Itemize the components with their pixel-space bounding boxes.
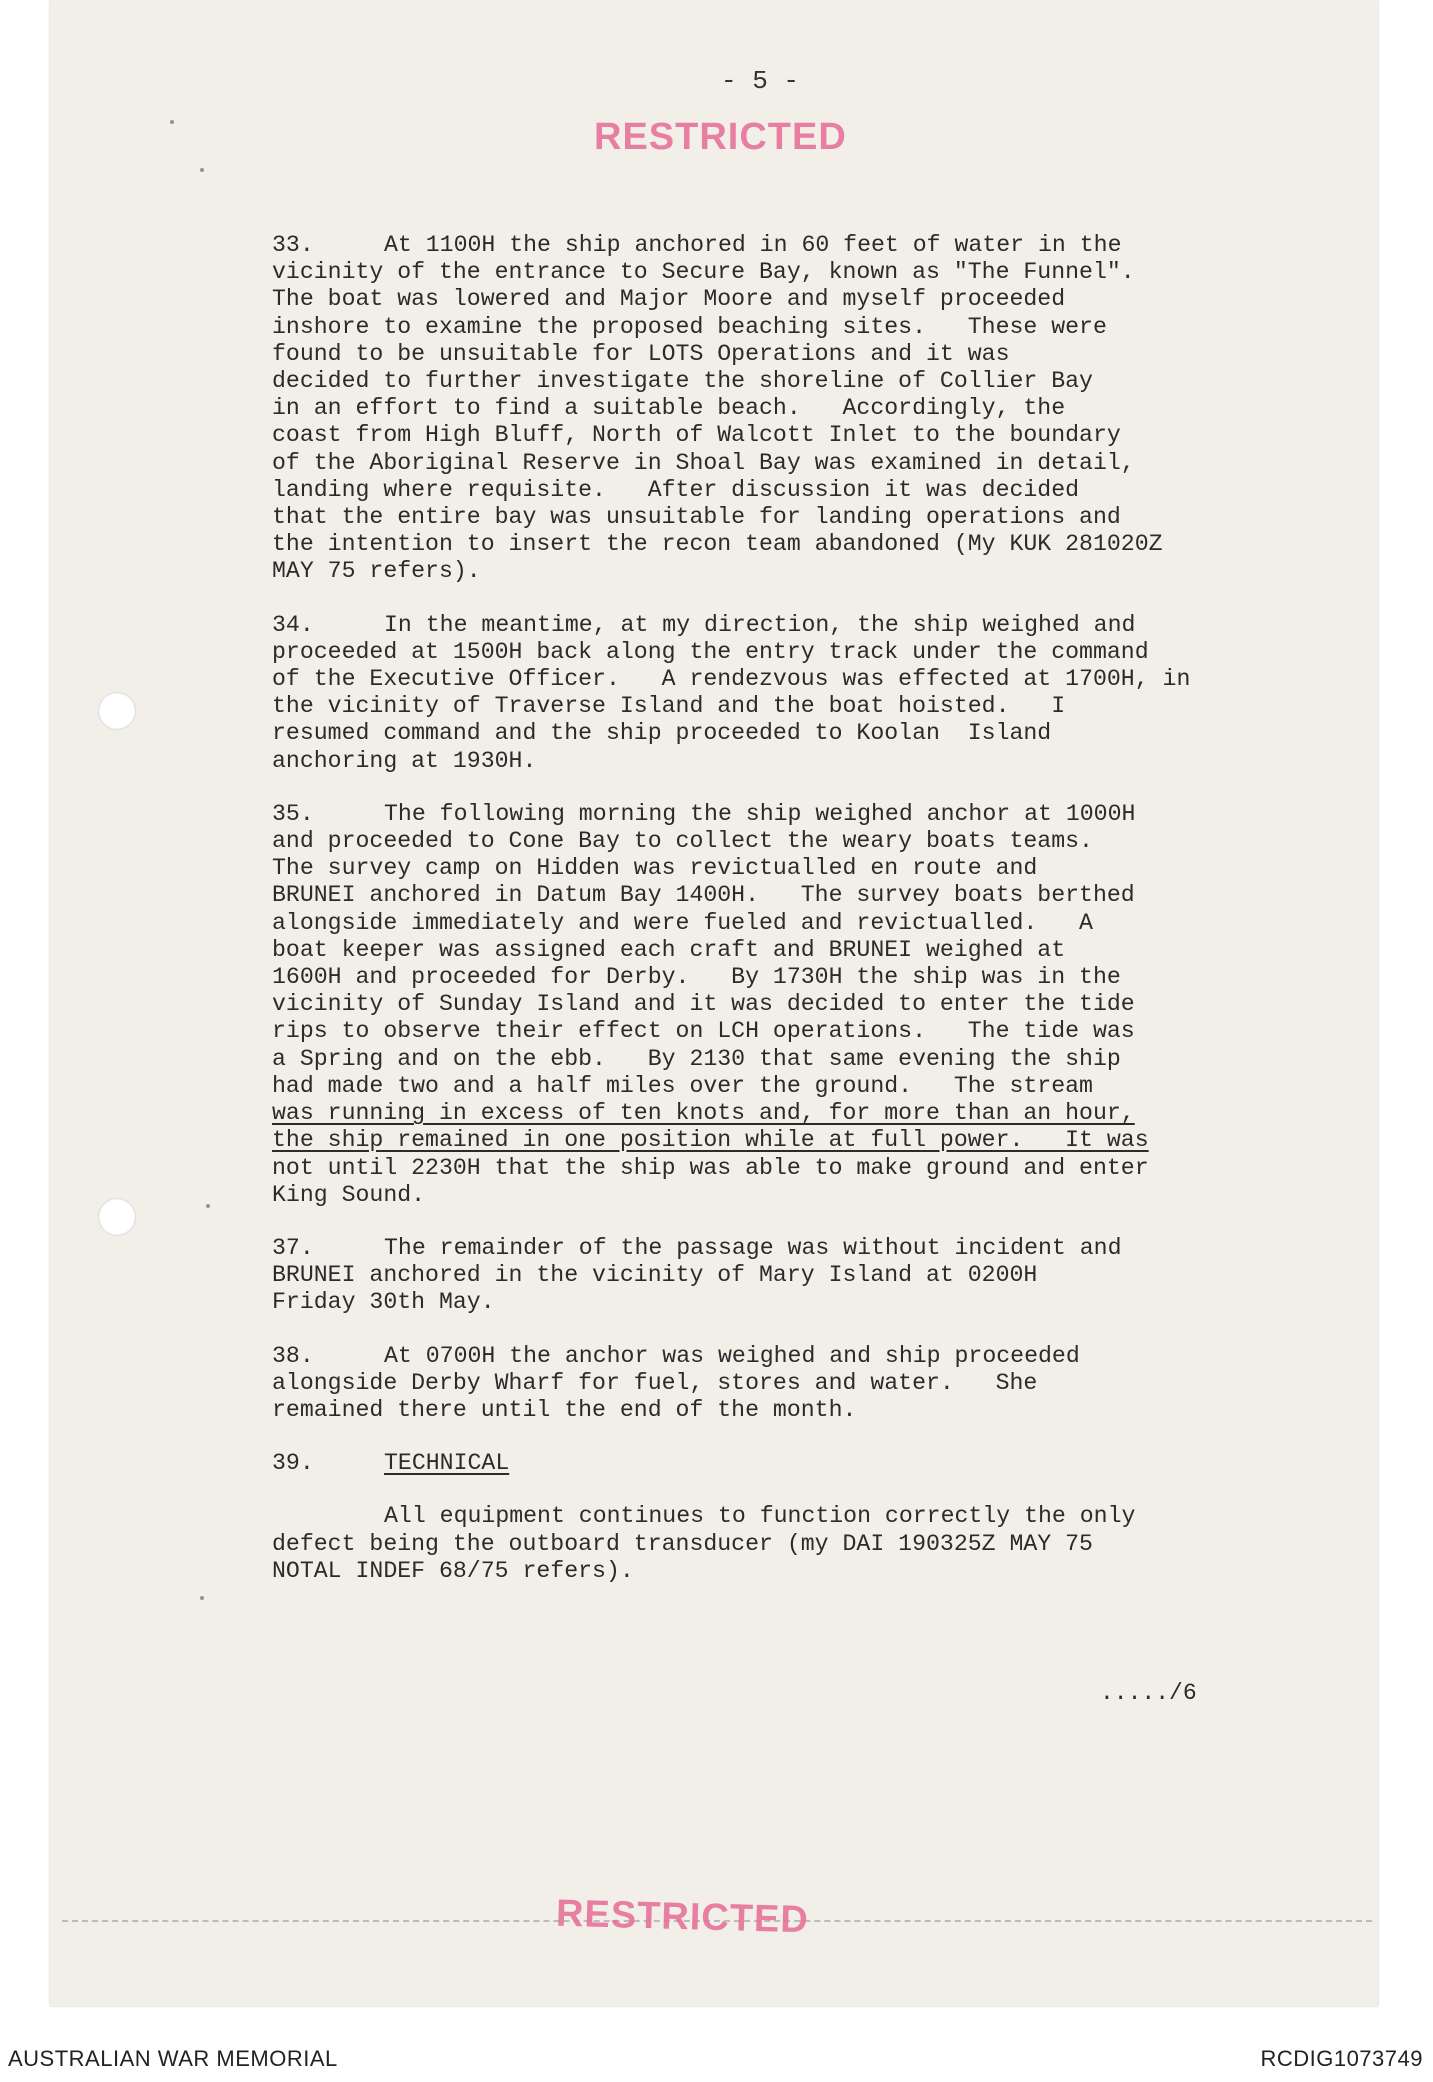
- punch-hole-bottom: [98, 1198, 136, 1236]
- paper-speck: [206, 1204, 210, 1208]
- paragraph-line: anchoring at 1930H.: [272, 747, 537, 774]
- paragraph-line: vicinity of the entrance to Secure Bay, known as "The Funnel".: [272, 259, 1135, 286]
- paragraph-line: The remainder of the passage was without incident and: [384, 1234, 1122, 1261]
- paragraph-line: that the entire bay was unsuitable for landing operations and: [272, 504, 1121, 531]
- paragraph-line-underlined: was running in excess of ten knots and, for more than an hour,: [272, 1100, 1135, 1127]
- paper-speck: [200, 168, 204, 172]
- paragraph-line: alongside immediately and were fueled and revictualled. A: [272, 909, 1093, 936]
- paragraph-line: The survey camp on Hidden was revictualled en route and: [272, 855, 1038, 882]
- paragraph-line: landing where requisite. After discussion it was decided: [272, 476, 1080, 503]
- paragraph-line: alongside Derby Wharf for fuel, stores and water. She: [272, 1369, 1038, 1396]
- paragraph-line: proceeded at 1500H back along the entry track under the command: [272, 638, 1149, 665]
- paragraph-number: 34.: [272, 611, 314, 638]
- paragraph-line: resumed command and the ship proceeded to Koolan Island: [272, 720, 1052, 747]
- paragraph-line: King Sound.: [272, 1181, 426, 1208]
- paragraph-35: [272, 801, 1312, 1209]
- footer-archive-name: AUSTRALIAN WAR MEMORIAL: [8, 2046, 338, 2071]
- paragraph-line: defect being the outboard transducer (my DAI 190325Z MAY 75: [272, 1530, 1093, 1557]
- paragraph-line: in an effort to find a suitable beach. Accordingly, the: [272, 395, 1066, 422]
- paper-speck: [170, 120, 174, 124]
- paragraph-line: In the meantime, at my direction, the ship weighed and: [384, 611, 1136, 638]
- punch-hole-top: [98, 692, 136, 730]
- paragraph-line: All equipment continues to function correctly the only: [384, 1503, 1136, 1530]
- paragraph-line: coast from High Bluff, North of Walcott Inlet to the boundary: [272, 422, 1121, 449]
- paragraph-line: vicinity of Sunday Island and it was decided to enter the tide: [272, 991, 1135, 1018]
- paragraph-line: inshore to examine the proposed beaching sites. These were: [272, 313, 1107, 340]
- paragraph-line: the intention to insert the recon team abandoned (My KUK 281020Z: [272, 531, 1163, 558]
- paragraph-line: 1600H and proceeded for Derby. By 1730H the ship was in the: [272, 964, 1121, 991]
- paragraph-line: had made two and a half miles over the ground. The stream: [272, 1072, 1093, 1099]
- paragraph-line: the vicinity of Traverse Island and the boat hoisted. I: [272, 693, 1066, 720]
- section-39-heading: [272, 1450, 1312, 1477]
- paragraph-line: At 0700H the anchor was weighed and ship proceeded: [384, 1342, 1080, 1369]
- paragraph-line: BRUNEI anchored in the vicinity of Mary Island at 0200H: [272, 1262, 1038, 1289]
- paragraph-34: [272, 612, 1312, 775]
- paragraph-33: [272, 232, 1312, 586]
- paragraph-line: BRUNEI anchored in Datum Bay 1400H. The survey boats berthed: [272, 882, 1135, 909]
- paragraph-number: 33.: [272, 232, 314, 258]
- section-number: 39.: [272, 1450, 314, 1477]
- paragraph-line: remained there until the end of the month.: [272, 1396, 857, 1423]
- paragraph-line: of the Aboriginal Reserve in Shoal Bay was examined in detail,: [272, 449, 1135, 476]
- paragraph-line: rips to observe their effect on LCH operations. The tide was: [272, 1018, 1135, 1045]
- paragraph-line: Friday 30th May.: [272, 1289, 495, 1316]
- paragraph-line: not until 2230H that the ship was able to make ground and enter: [272, 1154, 1149, 1181]
- paragraph-line: found to be unsuitable for LOTS Operations and it was: [272, 340, 1010, 367]
- continued-marker: ...../6: [1100, 1680, 1197, 1706]
- paragraph-line: NOTAL INDEF 68/75 refers).: [272, 1557, 634, 1584]
- paragraph-line: The following morning the ship weighed anchor at 1000H: [384, 800, 1136, 827]
- document-body: [272, 232, 1312, 1611]
- paragraph-line: boat keeper was assigned each craft and BRUNEI weighed at: [272, 936, 1066, 963]
- paper-speck: [200, 1596, 204, 1600]
- paragraph-number: 37.: [272, 1234, 314, 1261]
- paragraph-line: The boat was lowered and Major Moore and myself proceeded: [272, 286, 1066, 313]
- section-title: TECHNICAL: [384, 1450, 510, 1477]
- paragraph-line: and proceeded to Cone Bay to collect the weary boats teams.: [272, 828, 1093, 855]
- paragraph-line: decided to further investigate the shoreline of Collier Bay: [272, 368, 1093, 395]
- section-39-body: [272, 1503, 1312, 1585]
- paragraph-number: 35.: [272, 800, 314, 827]
- paragraph-line: a Spring and on the ebb. By 2130 that same evening the ship: [272, 1045, 1121, 1072]
- paragraph-line: of the Executive Officer. A rendezvous was effected at 1700H, in: [272, 666, 1191, 693]
- restricted-stamp-top: RESTRICTED: [594, 116, 847, 158]
- page-number: - 5 -: [720, 66, 799, 96]
- paragraph-number: 38.: [272, 1342, 314, 1369]
- restricted-stamp-bottom: RESTRICTED: [555, 1892, 810, 1942]
- paragraph-38: [272, 1343, 1312, 1425]
- paragraph-line-underlined: the ship remained in one position while at full power. It was: [272, 1127, 1149, 1154]
- paragraph-37: [272, 1235, 1312, 1317]
- paragraph-line: MAY 75 refers).: [272, 558, 481, 585]
- footer-record-id: RCDIG1073749: [1260, 2046, 1423, 2071]
- paragraph-line: At 1100H the ship anchored in 60 feet of water in the: [384, 232, 1122, 258]
